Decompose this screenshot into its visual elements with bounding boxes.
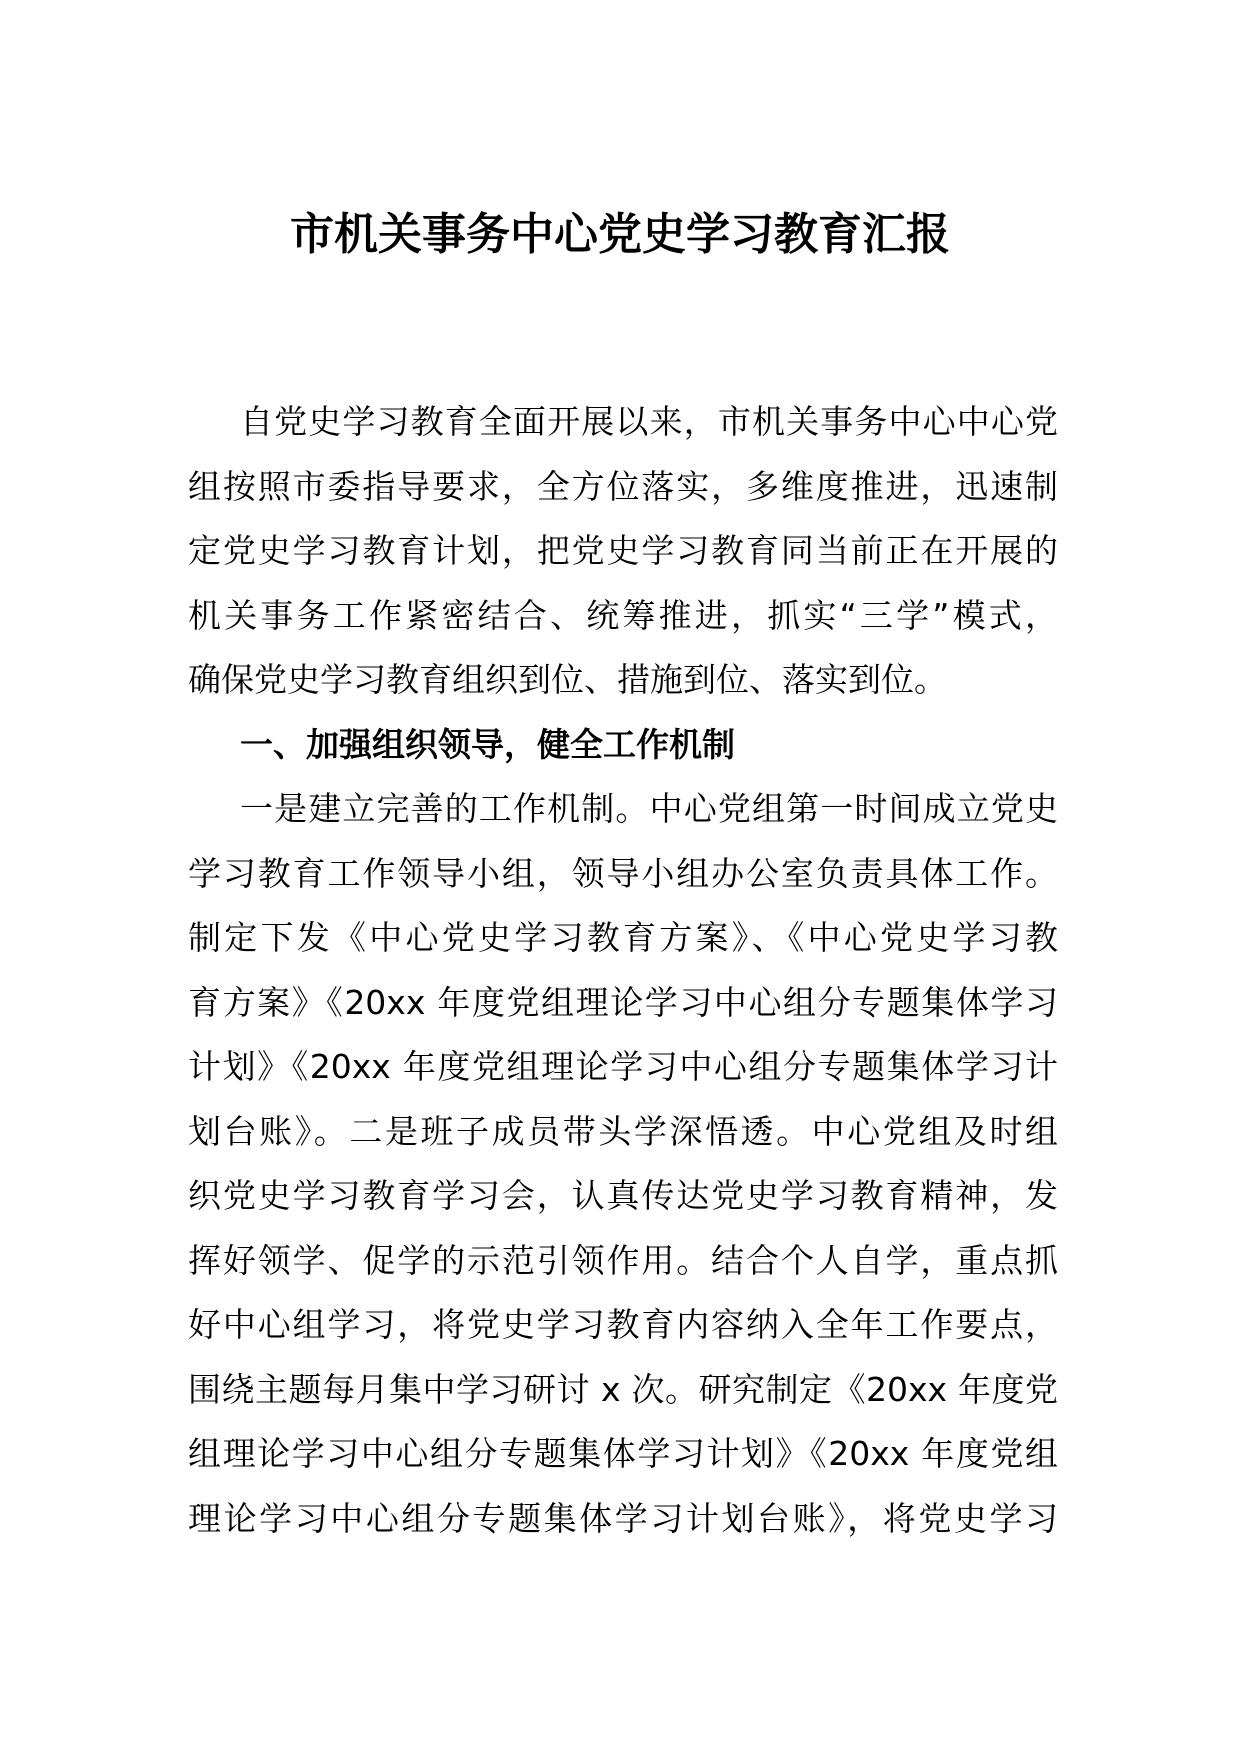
paragraph-line: 划台账》。二是班子成员带头学深悟透。中心党组及时组 bbox=[188, 1111, 1058, 1151]
paragraph-line: 织党史学习教育学习会，认真传达党史学习教育精神，发 bbox=[188, 1176, 1058, 1215]
paragraph-line: 定党史学习教育计划，把党史学习教育同当前正在开展的 bbox=[188, 531, 1058, 570]
paragraph-line: 自党史学习教育全面开展以来，市机关事务中心中心党 bbox=[240, 402, 1058, 441]
paragraph-line: 组理论学习中心组分专题集体学习计划》《20xx 年度党组 bbox=[188, 1434, 1058, 1473]
paragraph-line: 挥好领学、促学的示范引领作用。结合个人自学，重点抓 bbox=[188, 1240, 1058, 1280]
paragraph-line: 机关事务工作紧密结合、统筹推进，抓实“三学”模式， bbox=[188, 595, 1058, 635]
paragraph-line: 组按照市委指导要求，全方位落实，多维度推进，迅速制 bbox=[188, 466, 1058, 506]
paragraph-line: 确保党史学习教育组织到位、措施到位、落实到位。 bbox=[188, 660, 947, 699]
section-heading: 一、加强组织领导，健全工作机制 bbox=[240, 724, 735, 764]
paragraph-line: 理论学习中心组分专题集体学习计划台账》，将党史学习 bbox=[188, 1498, 1058, 1538]
paragraph-line: 育方案》《20xx 年度党组理论学习中心组分专题集体学习 bbox=[188, 982, 1058, 1022]
paragraph-line: 制定下发《中心党史学习教育方案》、《中心党史学习教 bbox=[188, 918, 1058, 957]
paragraph-line: 一是建立完善的工作机制。中心党组第一时间成立党史 bbox=[240, 789, 1058, 828]
paragraph-line: 好中心组学习，将党史学习教育内容纳入全年工作要点， bbox=[188, 1305, 1058, 1344]
paragraph-line: 学习教育工作领导小组，领导小组办公室负责具体工作。 bbox=[188, 853, 1058, 893]
paragraph-line: 围绕主题每月集中学习研讨 x 次。研究制定《20xx 年度党 bbox=[188, 1369, 1058, 1409]
document-title: 市机关事务中心党史学习教育汇报 bbox=[290, 209, 950, 260]
document-body bbox=[188, 390, 1058, 1551]
paragraph-line: 计划》《20xx 年度党组理论学习中心组分专题集体学习计 bbox=[188, 1047, 1058, 1086]
